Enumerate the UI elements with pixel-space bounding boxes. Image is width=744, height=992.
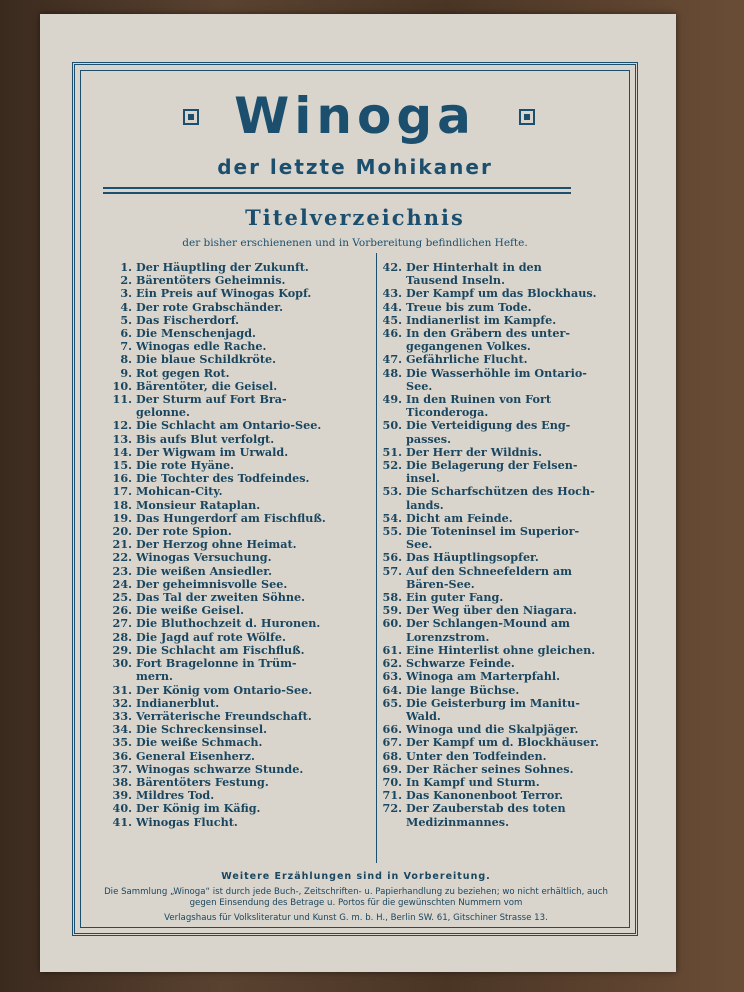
issue-number xyxy=(379,499,406,512)
title-entry xyxy=(109,367,369,380)
issue-title: Winogas Flucht. xyxy=(136,814,238,829)
issue-number: 17. xyxy=(112,484,132,499)
issue-title: Schwarze Feinde. xyxy=(406,656,515,671)
issue-title: Die Menschenjagd. xyxy=(136,326,256,341)
issue-title: Monsieur Rataplan. xyxy=(136,497,261,512)
issue-title: Winogas schwarze Stunde. xyxy=(136,761,304,776)
issue-title: Gefährliche Flucht. xyxy=(406,352,528,367)
issue-title: Die blaue Schildkröte. xyxy=(136,352,277,367)
issue-number: 62. xyxy=(382,656,402,671)
title-entry xyxy=(379,763,611,776)
issue-number: 71. xyxy=(382,788,402,803)
title-entry xyxy=(379,617,611,630)
issue-title: Verräterische Freundschaft. xyxy=(136,708,312,723)
title-entry xyxy=(109,499,369,512)
index-heading: Titelverzeichnis xyxy=(245,205,465,230)
title-entry xyxy=(379,433,611,446)
issue-number: 68. xyxy=(382,748,402,763)
title-entry xyxy=(109,684,369,697)
issue-title: Der König vom Ontario-See. xyxy=(136,682,313,697)
publisher-address: Verlagshaus für Volksliteratur und Kunst G. m. b. H., Berlin SW. 61, Gitschiner Strasse 13. xyxy=(164,913,548,923)
divider-rule xyxy=(103,187,571,189)
issue-number: 1. xyxy=(120,260,132,274)
issue-title: Das Hungerdorf am Fischfluß. xyxy=(136,510,326,525)
issue-number: 46. xyxy=(382,326,402,341)
issue-title: Bärentöter, die Geisel. xyxy=(136,378,278,393)
issue-title: Rot gegen Rot. xyxy=(136,365,230,380)
title-entry xyxy=(379,301,611,314)
issue-number: 23. xyxy=(112,563,132,578)
title-entry xyxy=(109,485,369,498)
issue-number: 51. xyxy=(382,444,402,459)
title-entry xyxy=(379,419,611,432)
title-entry xyxy=(379,485,611,498)
issue-title: Winogas Versuchung. xyxy=(136,550,272,565)
issue-number: 69. xyxy=(382,761,402,776)
issue-title: Bärentöters Geheimnis. xyxy=(136,273,286,288)
issue-number: 56. xyxy=(382,550,402,565)
issue-number: 66. xyxy=(382,722,402,737)
issue-number: 20. xyxy=(112,524,132,539)
issue-title: Die Geisterburg im Manitu- xyxy=(406,695,580,710)
issue-title: Der Schlangen-Mound am xyxy=(406,616,570,631)
issue-number: 30. xyxy=(112,656,132,671)
issue-title: Bärentöters Festung. xyxy=(136,774,269,789)
issue-number: 36. xyxy=(112,748,132,763)
issue-title: passes. xyxy=(406,431,451,446)
issue-number: 45. xyxy=(382,312,402,327)
title-entry xyxy=(379,816,611,829)
title-entry xyxy=(379,802,611,815)
column-divider xyxy=(376,253,377,863)
issue-number: 16. xyxy=(112,471,132,486)
title-entry xyxy=(379,551,611,564)
issue-number: 38. xyxy=(112,774,132,789)
issue-number: 15. xyxy=(112,458,132,473)
issue-title: Die weißen Ansiedler. xyxy=(136,563,273,578)
issue-title: Der Sturm auf Fort Bra- xyxy=(136,392,287,407)
issue-number: 57. xyxy=(382,563,402,578)
issue-title: gelonne. xyxy=(136,405,190,420)
issue-title: Winogas edle Rache. xyxy=(136,339,267,354)
issue-title: Winoga am Marterpfahl. xyxy=(406,669,561,684)
issue-title: Dicht am Feinde. xyxy=(406,510,513,525)
issue-title: Der Hinterhalt in den xyxy=(406,260,542,274)
issue-number: 8. xyxy=(120,352,132,367)
issue-number: 59. xyxy=(382,603,402,618)
title-entry xyxy=(109,419,369,432)
issue-title: In Kampf und Sturm. xyxy=(406,774,540,789)
issue-title: Winoga und die Skalpjäger. xyxy=(406,722,579,737)
issue-title: Der Rächer seines Sohnes. xyxy=(406,761,574,776)
issue-number: 42. xyxy=(382,260,402,274)
issue-title: Eine Hinterlist ohne gleichen. xyxy=(406,642,596,657)
issue-title: Der Herr der Wildnis. xyxy=(406,444,542,459)
issue-title: Die weiße Schmach. xyxy=(136,735,263,750)
issue-number: 40. xyxy=(112,801,132,816)
issue-title: Die rote Hyäne. xyxy=(136,458,234,473)
issue-title: Bären-See. xyxy=(406,576,475,591)
issue-number: 28. xyxy=(112,629,132,644)
issue-number: 5. xyxy=(120,312,132,327)
title-list-left xyxy=(109,261,369,829)
issue-title: lands. xyxy=(406,497,444,512)
issue-title: Die Belagerung der Felsen- xyxy=(406,458,578,473)
title-entry xyxy=(109,353,369,366)
issue-number: 52. xyxy=(382,458,402,473)
issue-title: Die Schreckensinsel. xyxy=(136,722,268,737)
title-entry xyxy=(379,565,611,578)
issue-title: Die Wasserhöhle im Ontario- xyxy=(406,365,587,380)
issue-number xyxy=(379,433,406,446)
footer-ordering-info: Die Sammlung „Winoga“ ist durch jede Buch-, Zeitschriften- u. Papierhandlung zu beziehen; wo nicht erhältlich, auch gegen Einsendung des Betrage u. Portos für die gewünschten Nummern vom xyxy=(104,887,608,908)
index-subheading: der bisher erschienenen und in Vorbereitung befindlichen Hefte. xyxy=(182,237,528,249)
issue-title: mern. xyxy=(136,669,173,684)
title-entry xyxy=(109,670,369,683)
issue-number: 44. xyxy=(382,299,402,314)
issue-number: 2. xyxy=(120,273,132,288)
title-entry xyxy=(109,433,369,446)
issue-number: 3. xyxy=(120,286,132,301)
issue-title: Das Kanonenboot Terror. xyxy=(406,788,564,803)
issue-number: 50. xyxy=(382,418,402,433)
issue-title: Die Scharfschützen des Hoch- xyxy=(406,484,595,499)
issue-title: Die Verteidigung des Eng- xyxy=(406,418,571,433)
issue-number: 64. xyxy=(382,682,402,697)
issue-title: Medizinmannes. xyxy=(406,814,509,829)
issue-number: 65. xyxy=(382,695,402,710)
issue-number: 9. xyxy=(120,365,132,380)
issue-number: 39. xyxy=(112,788,132,803)
issue-number: 14. xyxy=(112,444,132,459)
title-entry xyxy=(109,763,369,776)
issue-title: Das Tal der zweiten Söhne. xyxy=(136,590,306,605)
title-list-right xyxy=(379,261,611,829)
issue-number: 60. xyxy=(382,616,402,631)
title-entry xyxy=(109,750,369,763)
issue-title: Ein guter Fang. xyxy=(406,590,504,605)
issue-title: Das Fischerdorf. xyxy=(136,312,240,327)
issue-title: Die Schlacht am Fischfluß. xyxy=(136,642,305,657)
title-entry xyxy=(379,367,611,380)
issue-number xyxy=(379,816,406,829)
issue-title: Auf den Schneefeldern am xyxy=(406,563,573,578)
issue-number: 21. xyxy=(112,537,132,552)
issue-title: Treue bis zum Tode. xyxy=(406,299,532,314)
issue-title: Der geheimnisvolle See. xyxy=(136,576,288,591)
title-entry xyxy=(109,287,369,300)
issue-title: Der Weg über den Niagara. xyxy=(406,603,577,618)
issue-title: In den Gräbern des unter- xyxy=(406,326,571,341)
issue-title: Die lange Büchse. xyxy=(406,682,520,697)
issue-title: Indianerlist im Kampfe. xyxy=(406,312,557,327)
issue-number: 6. xyxy=(120,326,132,341)
issue-number: 32. xyxy=(112,695,132,710)
issue-number: 41. xyxy=(112,814,132,829)
issue-number: 7. xyxy=(120,339,132,354)
title-entry xyxy=(109,565,369,578)
issue-number xyxy=(379,631,406,644)
issue-number: 54. xyxy=(382,510,402,525)
issue-title: In den Ruinen von Fort xyxy=(406,392,552,407)
title-entry xyxy=(109,697,369,710)
issue-number: 12. xyxy=(112,418,132,433)
title-entry xyxy=(379,631,611,644)
issue-title: Die weiße Geisel. xyxy=(136,603,244,618)
issue-title: Der Zauberstab des toten xyxy=(406,801,566,816)
issue-number: 33. xyxy=(112,708,132,723)
issue-number: 55. xyxy=(382,524,402,539)
issue-title: General Eisenherz. xyxy=(136,748,255,763)
issue-title: Das Häuptlingsopfer. xyxy=(406,550,539,565)
cover-frame xyxy=(72,62,638,936)
title-entry xyxy=(379,736,611,749)
issue-number: 26. xyxy=(112,603,132,618)
issue-number: 72. xyxy=(382,801,402,816)
issue-title: Wald. xyxy=(406,708,441,723)
issue-title: gegangenen Volkes. xyxy=(406,339,531,354)
issue-title: Der rote Grabschänder. xyxy=(136,299,283,314)
issue-number: 11. xyxy=(112,392,132,407)
issue-title: Die Toteninsel im Superior- xyxy=(406,524,580,539)
footer-note: Weitere Erzählungen sind in Vorbereitung. xyxy=(221,871,491,882)
title-entry xyxy=(109,631,369,644)
title-entry xyxy=(109,551,369,564)
issue-number: 37. xyxy=(112,761,132,776)
title-entry xyxy=(379,750,611,763)
issue-title: Fort Bragelonne in Trüm- xyxy=(136,656,297,671)
issue-number: 47. xyxy=(382,352,402,367)
title-entry xyxy=(379,684,611,697)
issue-title: Mildres Tod. xyxy=(136,788,215,803)
issue-number: 43. xyxy=(382,286,402,301)
issue-title: Die Jagd auf rote Wölfe. xyxy=(136,629,286,644)
issue-number: 13. xyxy=(112,431,132,446)
issue-title: Indianerblut. xyxy=(136,695,220,710)
issue-number: 53. xyxy=(382,484,402,499)
title-entry xyxy=(109,816,369,829)
issue-number: 49. xyxy=(382,392,402,407)
issue-number: 10. xyxy=(112,378,132,393)
issue-number: 25. xyxy=(112,590,132,605)
issue-number: 27. xyxy=(112,616,132,631)
issue-number: 63. xyxy=(382,669,402,684)
issue-number: 58. xyxy=(382,590,402,605)
series-subtitle: der letzte Mohikaner xyxy=(217,155,493,179)
issue-number: 35. xyxy=(112,735,132,750)
issue-title: See. xyxy=(406,537,433,552)
issue-title: Der König im Käfig. xyxy=(136,801,261,816)
issue-title: Der Wigwam im Urwald. xyxy=(136,444,289,459)
issue-number: 67. xyxy=(382,735,402,750)
issue-title: Der rote Spion. xyxy=(136,524,232,539)
issue-title: Die Schlacht am Ontario-See. xyxy=(136,418,322,433)
issue-number: 4. xyxy=(120,299,132,314)
title-entry xyxy=(109,301,369,314)
issue-number: 19. xyxy=(112,510,132,525)
issue-number: 22. xyxy=(112,550,132,565)
issue-title: Die Tochter des Todfeindes. xyxy=(136,471,310,486)
issue-title: Unter den Todfeinden. xyxy=(406,748,547,763)
issue-number: 24. xyxy=(112,576,132,591)
issue-number: 61. xyxy=(382,642,402,657)
issue-title: Der Kampf um das Blockhaus. xyxy=(406,286,597,301)
divider-rule xyxy=(103,192,571,194)
issue-title: Lorenzstrom. xyxy=(406,629,490,644)
title-entry xyxy=(379,670,611,683)
title-entry xyxy=(379,287,611,300)
title-entry xyxy=(379,697,611,710)
issue-title: Die Bluthochzeit d. Huronen. xyxy=(136,616,321,631)
title-entry xyxy=(109,617,369,630)
series-title: Winoga xyxy=(234,87,476,145)
issue-title: Der Herzog ohne Heimat. xyxy=(136,537,297,552)
issue-title: Der Häuptling der Zukunft. xyxy=(136,260,309,274)
issue-title: See. xyxy=(406,378,433,393)
issue-title: Der Kampf um d. Blockhäuser. xyxy=(406,735,599,750)
issue-number: 34. xyxy=(112,722,132,737)
issue-title: Mohican-City. xyxy=(136,484,223,499)
issue-number: 70. xyxy=(382,774,402,789)
title-entry xyxy=(109,736,369,749)
issue-title: Tausend Inseln. xyxy=(406,273,505,288)
title-entry xyxy=(379,499,611,512)
issue-number xyxy=(109,670,136,683)
issue-number: 18. xyxy=(112,497,132,512)
issue-number: 48. xyxy=(382,365,402,380)
title-entry xyxy=(379,353,611,366)
issue-title: Bis aufs Blut verfolgt. xyxy=(136,431,275,446)
issue-title: Ein Preis auf Winogas Kopf. xyxy=(136,286,312,301)
issue-title: insel. xyxy=(406,471,440,486)
title-entry xyxy=(109,802,369,815)
issue-title: Ticonderoga. xyxy=(406,405,489,420)
issue-number: 31. xyxy=(112,682,132,697)
issue-number: 29. xyxy=(112,642,132,657)
